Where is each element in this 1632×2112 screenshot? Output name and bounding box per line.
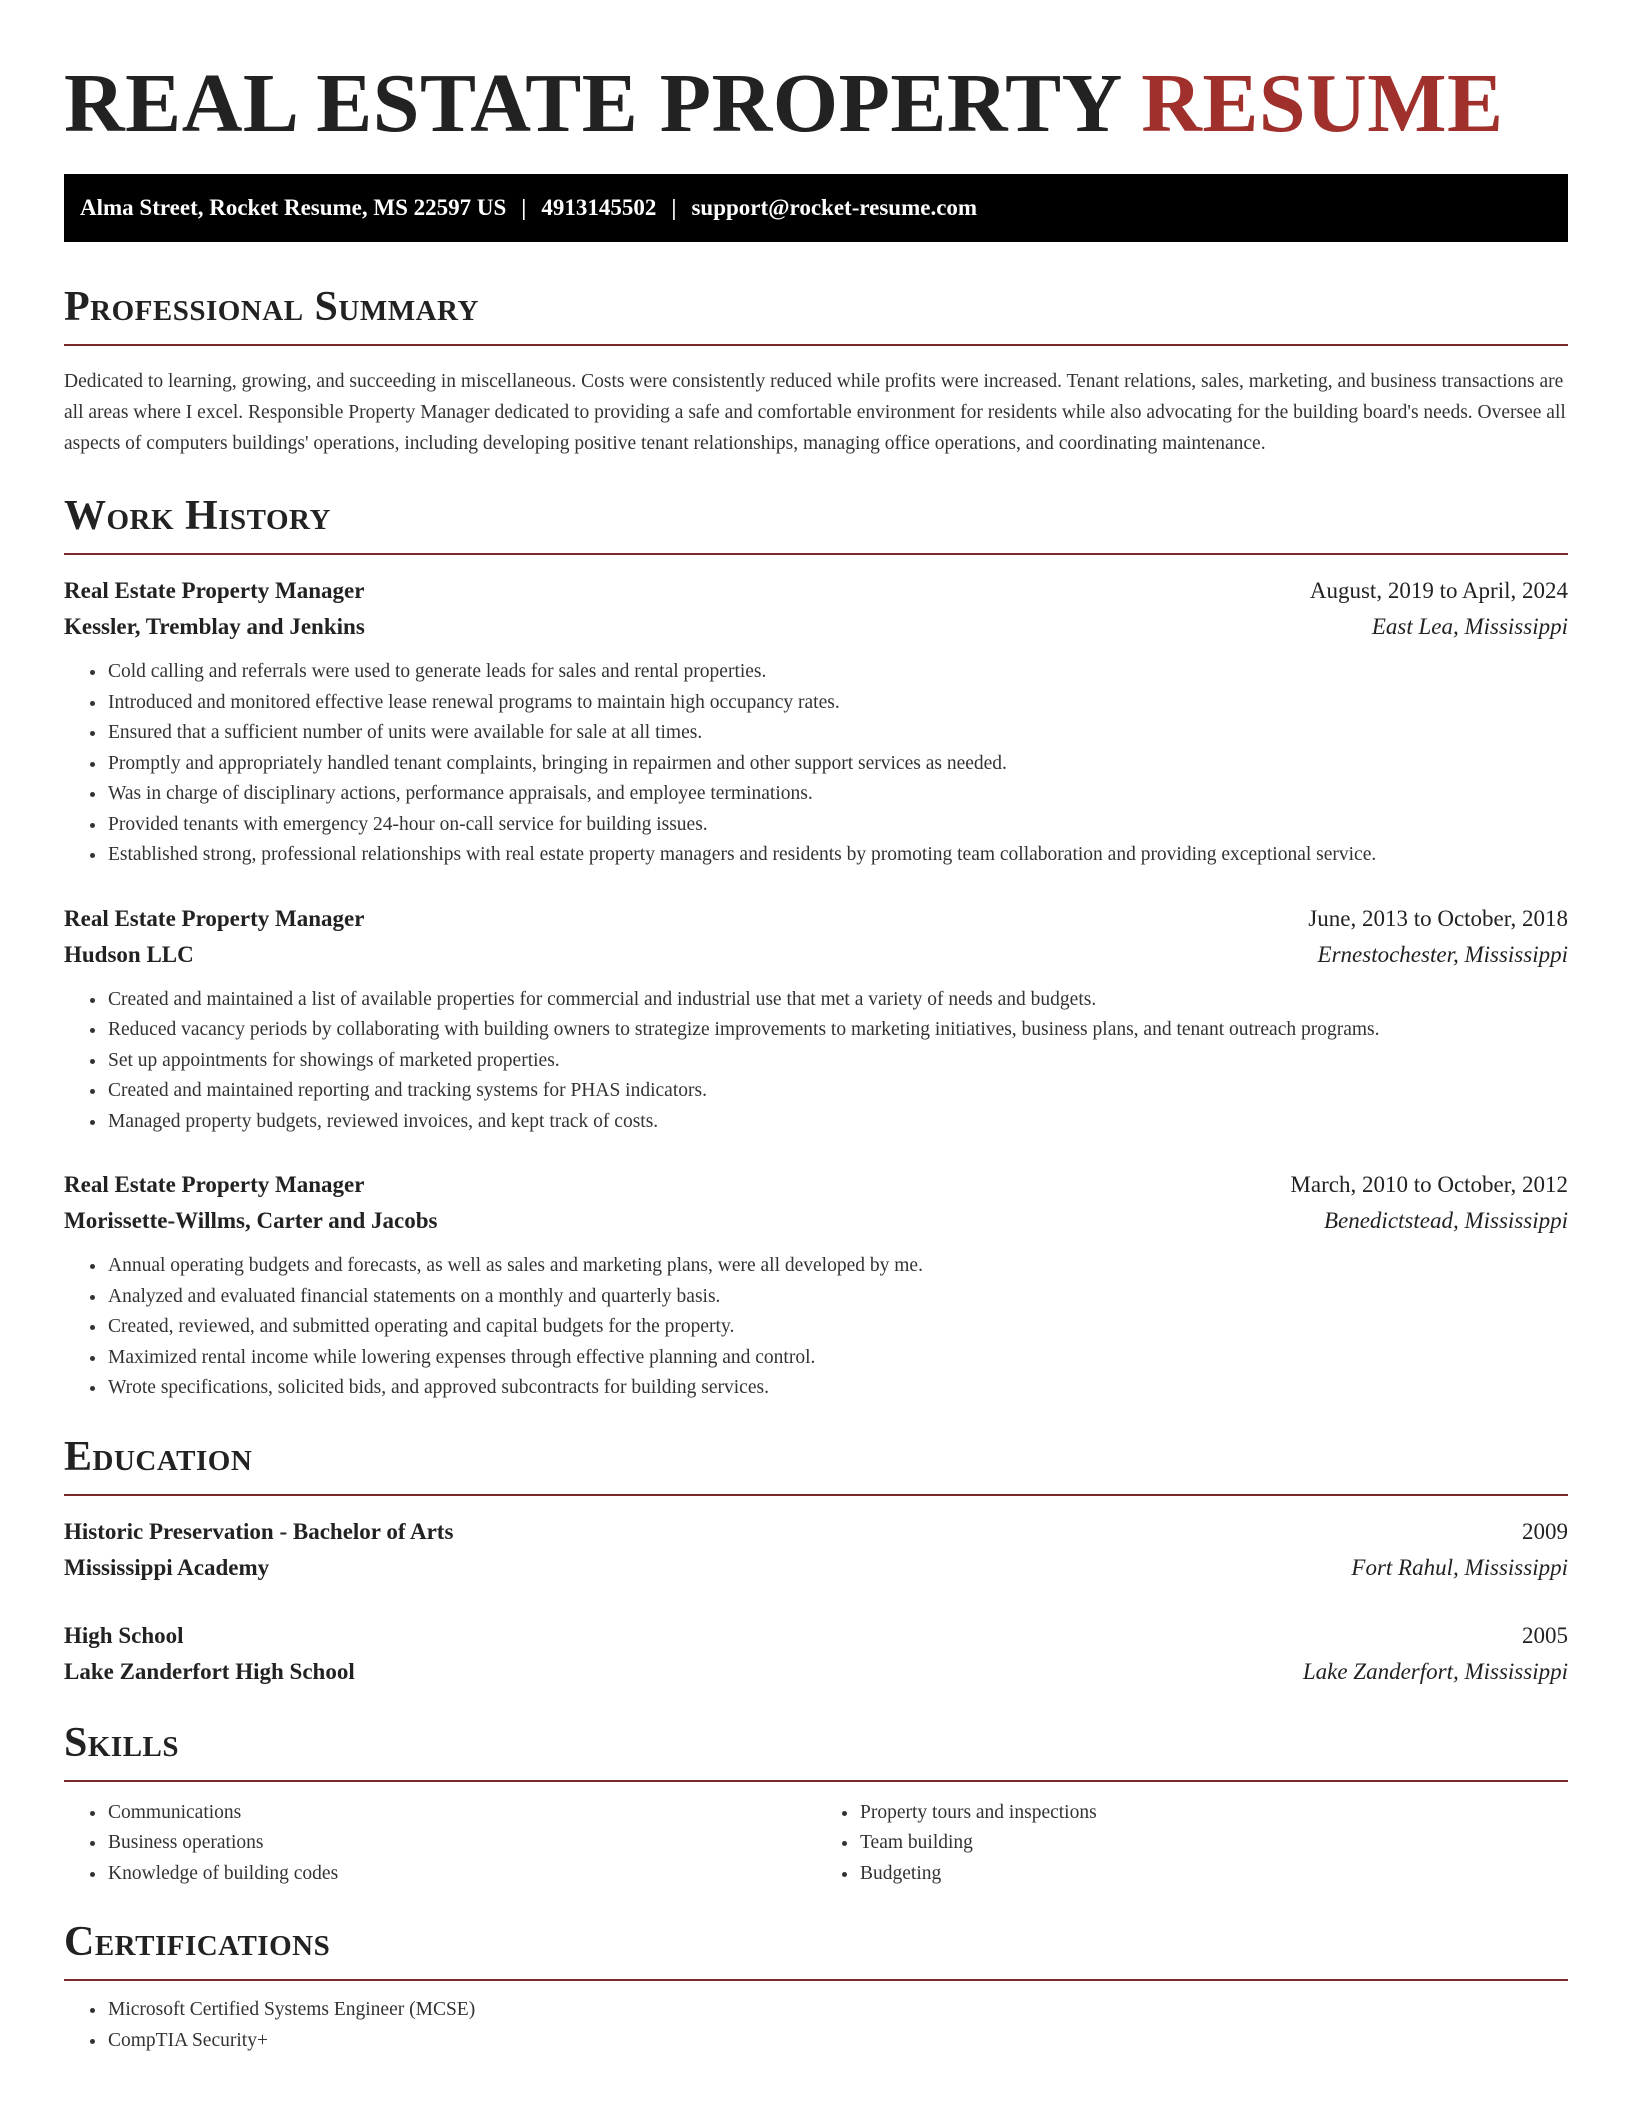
list-item: • Knowledge of building codes (107, 1859, 816, 1890)
work-history-heading: Work History (64, 493, 331, 539)
job-dates: March, 2010 to October, 2012 (1290, 1172, 1568, 1197)
list-item: • Created and maintained reporting and tracking systems for PHAS indicators. (107, 1076, 1568, 1107)
job-entry (64, 1167, 1568, 1404)
list-item: • Created, reviewed, and submitted operating and capital budgets for the property. (107, 1312, 1568, 1343)
skills-section (64, 1718, 1568, 1890)
work-history-section (64, 491, 1568, 1404)
job-dates: June, 2013 to October, 2018 (1308, 905, 1568, 931)
summary-section (64, 282, 1568, 459)
list-item: • Wrote specifications, solicited bids, and approved subcontracts for building services. (107, 1373, 1568, 1404)
education-year: 2005 (1522, 1622, 1568, 1648)
list-item: • CompTIA Security+ (107, 2026, 1568, 2057)
resume-title (64, 0, 1568, 150)
education-entry (64, 1618, 1568, 1690)
list-item: • Introduced and monitored effective lease renewal programs to maintain high occupancy rates. (107, 688, 1568, 719)
job-bullets (64, 657, 1568, 871)
certifications-heading: Certifications (64, 1919, 331, 1965)
job-location: Benedictstead, Mississippi (1323, 1208, 1568, 1233)
summary-text: Dedicated to learning, growing, and succeeding in miscellaneous. Costs were consistently reduced while profits were increased. Tenant relations, sales, marketing, and business transactions are all areas where I excel. Responsible Property Manager dedicated to providing a safe and comfortable environment for residents while also advocating for the building board's needs. Oversee all aspects of computers buildings' operations, including developing positive tenant relationships, managing office operations, and coordinating maintenance. (64, 371, 1566, 454)
contact-separator: | (671, 195, 677, 220)
list-item: • Cold calling and referrals were used to generate leads for sales and rental properties. (107, 657, 1568, 688)
list-item: • Set up appointments for showings of marketed properties. (107, 1046, 1568, 1077)
job-company: Morissette-Willms, Carter and Jacobs (64, 1208, 438, 1233)
list-item: • Team building (859, 1828, 1568, 1859)
section-divider (64, 553, 1568, 555)
job-company: Hudson LLC (64, 941, 194, 967)
list-item: • Provided tenants with emergency 24-hour on-call service for building issues. (107, 810, 1568, 841)
resume-title-main: REAL ESTATE PROPERTY (64, 57, 1120, 150)
education-degree: Historic Preservation - Bachelor of Arts (64, 1518, 454, 1544)
list-item: • Budgeting (859, 1859, 1568, 1890)
list-item: • Created and maintained a list of available properties for commercial and industrial use that met a variety of needs and budgets. (107, 985, 1568, 1016)
list-item: • Established strong, professional relationships with real estate property managers and residents by promoting team collaboration and providing exceptional service. (107, 840, 1568, 871)
list-item: • Annual operating budgets and forecasts, as well as sales and marketing plans, were all developed by me. (107, 1251, 1568, 1282)
job-bullets (64, 985, 1568, 1138)
list-item: • Microsoft Certified Systems Engineer (MCSE) (107, 1995, 1568, 2026)
list-item: • Ensured that a sufficient number of units were available for sale at all times. (107, 718, 1568, 749)
education-location: Fort Rahul, Mississippi (1351, 1554, 1568, 1580)
education-entry (64, 1514, 1568, 1586)
job-location: Ernestochester, Mississippi (1317, 941, 1568, 967)
resume-page (64, 0, 1568, 2056)
job-entry (64, 573, 1568, 871)
section-divider (64, 344, 1568, 346)
job-bullets (64, 1251, 1568, 1404)
certifications-section (64, 1917, 1568, 2056)
job-entry (64, 901, 1568, 1138)
list-item: • Maximized rental income while lowering expenses through effective planning and control. (107, 1343, 1568, 1374)
education-school: Mississippi Academy (64, 1554, 270, 1580)
list-item: • Reduced vacancy periods by collaborating with building owners to strategize improvements to marketing initiatives, business plans, and tenant outreach programs. (107, 1015, 1568, 1046)
education-section (64, 1432, 1568, 1690)
list-item: • Promptly and appropriately handled tenant complaints, bringing in repairmen and other support services as needed. (107, 749, 1568, 780)
skills-grid (64, 1798, 1568, 1890)
contact-phone: 4913145502 (541, 195, 657, 220)
contact-separator: | (521, 195, 527, 220)
job-title: Real Estate Property Manager (64, 1172, 365, 1197)
contact-bar (64, 174, 1568, 242)
list-item: • Analyzed and evaluated financial statements on a monthly and quarterly basis. (107, 1282, 1568, 1313)
list-item: • Was in charge of disciplinary actions, performance appraisals, and employee terminations. (107, 779, 1568, 810)
job-title: Real Estate Property Manager (64, 578, 365, 603)
list-item: • Property tours and inspections (859, 1798, 1568, 1829)
education-degree: High School (64, 1622, 184, 1648)
education-year: 2009 (1522, 1518, 1568, 1544)
job-dates: August, 2019 to April, 2024 (1309, 578, 1568, 603)
skills-list-left (64, 1798, 816, 1890)
skills-heading: Skills (64, 1719, 180, 1766)
list-item: • Managed property budgets, reviewed invoices, and kept track of costs. (107, 1107, 1568, 1138)
resume-title-accent: RESUME (1141, 57, 1504, 150)
contact-address: Alma Street, Rocket Resume, MS 22597 US (80, 195, 507, 220)
education-heading: Education (64, 1433, 253, 1480)
section-divider (64, 1979, 1568, 1981)
contact-email: support@rocket-resume.com (691, 195, 978, 220)
job-title: Real Estate Property Manager (64, 905, 365, 931)
job-company: Kessler, Tremblay and Jenkins (64, 614, 365, 639)
section-divider (64, 1780, 1568, 1782)
list-item: • Business operations (107, 1828, 816, 1859)
education-school: Lake Zanderfort High School (64, 1658, 355, 1684)
certifications-list (64, 1995, 1568, 2056)
education-location: Lake Zanderfort, Mississippi (1302, 1658, 1568, 1684)
section-divider (64, 1494, 1568, 1496)
skills-list-right (816, 1798, 1568, 1890)
job-location: East Lea, Mississippi (1371, 614, 1568, 639)
summary-heading: Professional Summary (64, 284, 479, 330)
list-item: • Communications (107, 1798, 816, 1829)
